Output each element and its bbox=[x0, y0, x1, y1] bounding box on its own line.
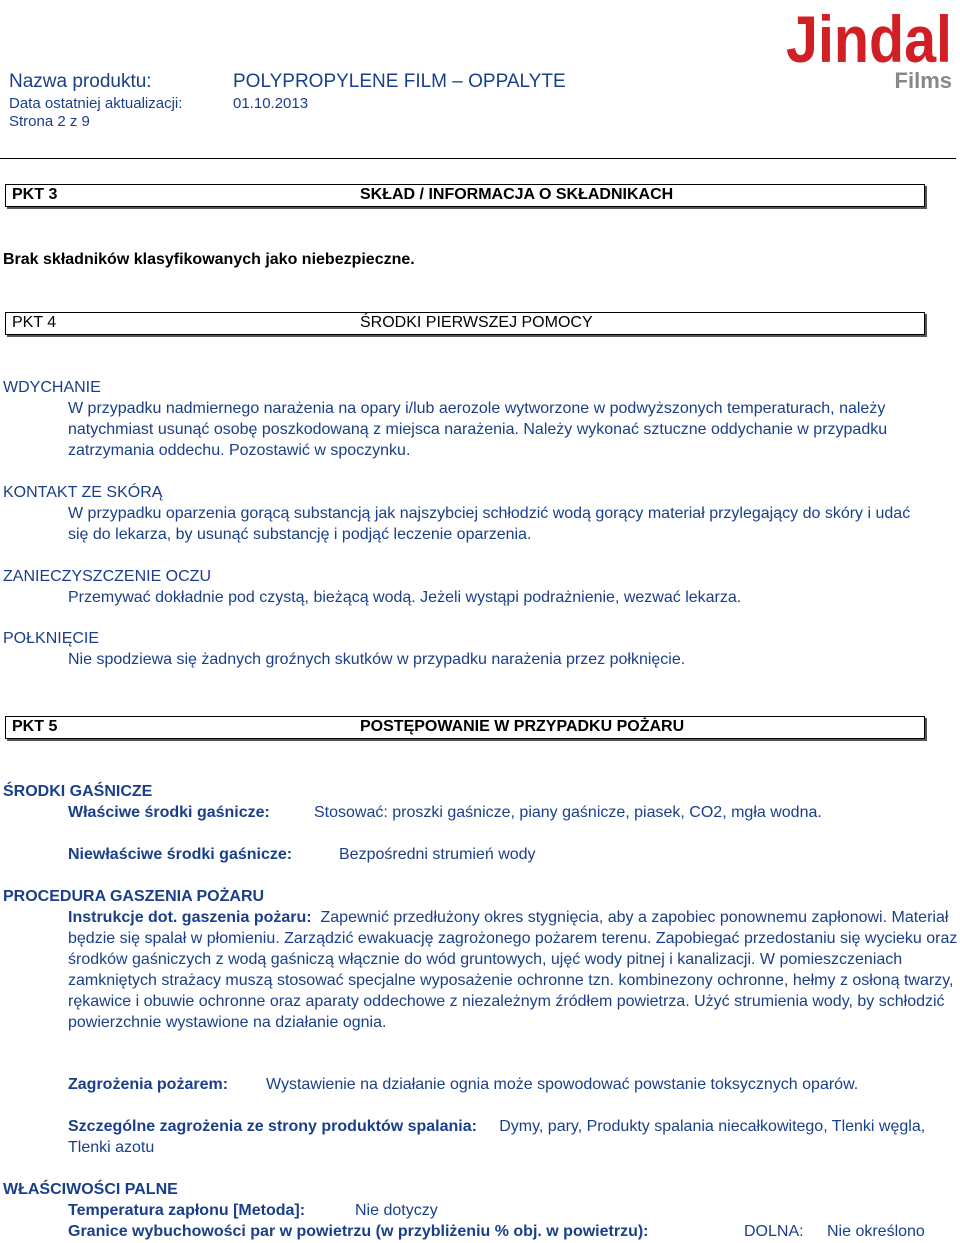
product-name: POLYPROPYLENE FILM – OPPALYTE bbox=[233, 71, 566, 92]
ingestion-heading: POŁKNIĘCIE bbox=[3, 630, 100, 647]
logo-sub: Films bbox=[894, 68, 952, 92]
eye-text: Przemywać dokładnie pod czystą, bieżącą wodą. Jeżeli wystąpi podrażnienie, wezwać lekarza. bbox=[68, 589, 742, 606]
unsuitable-media-label: Niewłaściwe środki gaśnicze: bbox=[68, 846, 293, 863]
explosive-limits-value: Nie określono bbox=[827, 1223, 925, 1240]
logo-main: Jindal bbox=[786, 4, 952, 76]
skin-text: W przypadku oparzenia gorącą substancją jak najszybciej schłodzić wodą gorący materiał przylegający do skóry i udać się do lekarza, by usunąć substancję i podjąć leczenie oparzenia. bbox=[68, 505, 911, 543]
inhalation-heading: WDYCHANIE bbox=[3, 379, 101, 396]
explosive-limits-label: Granice wybuchowości par w powietrzu (w przybliżeniu % obj. w powietrzu): bbox=[68, 1223, 649, 1240]
section-number: PKT 4 bbox=[12, 314, 57, 331]
product-label: Nazwa produktu: bbox=[9, 71, 152, 92]
skin-heading: KONTAKT ZE SKÓRĄ bbox=[3, 484, 163, 501]
extinguishing-media-heading: ŚRODKI GAŚNICZE bbox=[3, 783, 153, 800]
suitable-media-label: Właściwe środki gaśnicze: bbox=[68, 804, 270, 821]
section-number: PKT 5 bbox=[12, 718, 58, 735]
unsuitable-media-value: Bezpośredni strumień wody bbox=[339, 846, 536, 863]
combustion-products bbox=[68, 1116, 948, 1158]
fire-hazard-label: Zagrożenia pożarem: bbox=[68, 1076, 229, 1093]
instructions-text: Zapewnić przedłużony okres stygnięcia, aby a zapobiec ponownemu zapłonowi. Materiał będzie się spalał w płomieniu. Zarządzić ewakuację zagrożonego pożarem terenu. Zapobiegać przedostaniu się wycieku oraz środków gaśniczych z wodą gaśniczą włącznie do wód gruntowych, ujęć wody pitnej i kanalizacji. W pomieszczeniach zamkniętych strażacy muszą stosować specjalne wyposażenie ochronne tzn. kombinezony ochronne, hełmy z osłoną twarzy, rękawice i obuwie ochronne oraz aparaty oddechowe z niezależnym źródłem powietrza. Użyć strumienia wody, by schłodzić powierzchnie wystawione na działanie ognia. bbox=[68, 909, 958, 1031]
suitable-media-value: Stosować: proszki gaśnicze, piany gaśnicze, piasek, CO2, mgła wodna. bbox=[314, 804, 822, 821]
section-title: POSTĘPOWANIE W PRZYPADKU POŻARU bbox=[360, 718, 685, 735]
ingestion-text: Nie spodziewa się żadnych groźnych skutków w przypadku narażenia przez połknięcie. bbox=[68, 651, 686, 668]
jindal-films-logo bbox=[786, 4, 954, 92]
instructions-label: Instrukcje dot. gaszenia pożaru: bbox=[68, 909, 312, 926]
update-label: Data ostatniej aktualizacji: bbox=[9, 95, 183, 112]
eye-heading: ZANIECZYSZCZENIE OCZU bbox=[3, 568, 212, 585]
inhalation-text: W przypadku nadmiernego narażenia na opary i/lub aerozole wytworzone w podwyższonych temperaturach, należy natychmiast usunąć osobę poszkodowaną z miejsca narażenia. Należy wykonać sztuczne oddychanie w przypadku zatrzymania oddechu. Pozostawić w spoczynku. bbox=[68, 400, 888, 459]
combustion-label: Szczególne zagrożenia ze strony produktów spalania: bbox=[68, 1118, 477, 1135]
flash-point-value: Nie dotyczy bbox=[355, 1202, 438, 1219]
section-title: SKŁAD / INFORMACJA O SKŁADNIKACH bbox=[360, 186, 674, 203]
fire-hazard-text: Wystawienie na działanie ognia może spowodować powstanie toksycznych oparów. bbox=[266, 1076, 859, 1093]
section-number: PKT 3 bbox=[12, 186, 58, 203]
composition-text: Brak składników klasyfikowanych jako niebezpieczne. bbox=[3, 251, 415, 268]
flash-point-label: Temperatura zapłonu [Metoda]: bbox=[68, 1202, 306, 1219]
section-header-pkt5 bbox=[5, 716, 925, 739]
update-date: 01.10.2013 bbox=[233, 95, 309, 112]
flammable-properties-heading: WŁAŚCIWOŚCI PALNE bbox=[3, 1181, 178, 1198]
firefighting-procedure-heading: PROCEDURA GASZENIA POŻARU bbox=[3, 888, 265, 905]
section-header-pkt4 bbox=[5, 312, 925, 335]
section-header-pkt3 bbox=[5, 184, 925, 207]
page-number: Strona 2 z 9 bbox=[9, 113, 90, 130]
section-title: ŚRODKI PIERWSZEJ POMOCY bbox=[360, 314, 593, 331]
combustion-text: Dymy, pary, Produkty spalania niecałkowitego, Tlenki węgla, Tlenki azotu bbox=[68, 1118, 926, 1156]
firefighting-instructions bbox=[68, 907, 960, 1033]
explosive-limits-lower-label: DOLNA: bbox=[744, 1223, 804, 1240]
header-rule bbox=[0, 158, 956, 159]
